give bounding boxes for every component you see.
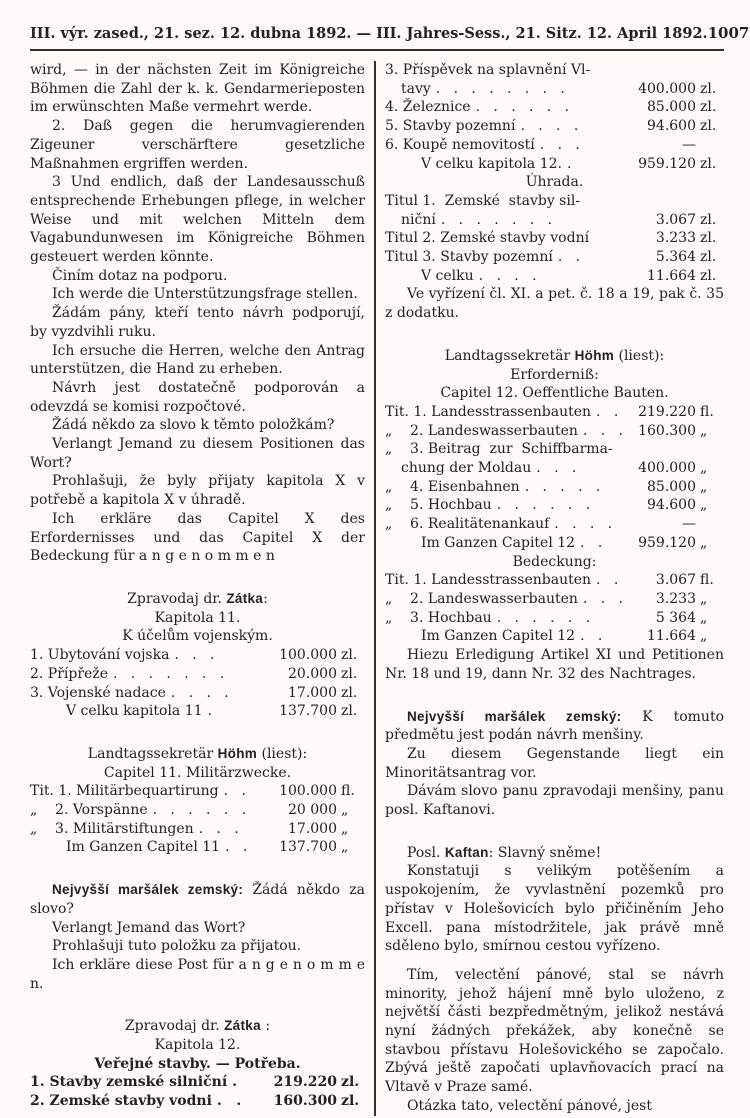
ledger-row: „ 5. Hochbau . . . . . . 94.600 „: [385, 497, 708, 514]
paragraph-verlangt-positionen: Verlangt Jemand zu diesem Positionen das Wort?: [30, 436, 365, 471]
right-column: [374, 61, 724, 1116]
speaker-suffix: (liest):: [614, 347, 665, 364]
ledger-row: Tit. 1. Militärbequartirung . . 100.000 fl.: [30, 783, 355, 800]
paragraph-prohlasuji-kapitola: Prohlašuji, že byly přijaty kapitola X v potřebě a kapitola X v úhradě.: [30, 473, 365, 509]
section-title-erfordernis: Erforderniß:: [510, 366, 599, 383]
page-header: [30, 0, 750, 51]
speaker-suffix: :: [260, 1018, 271, 1035]
ledger-row: 5. Stavby pozemní . . . . 94.600 zl.: [385, 118, 717, 135]
ledger-total-row: Im Ganzen Capitel 12 . . 959.120 „: [421, 534, 708, 551]
paragraph-hiezu: Hiezu Erledigung Artikel XI und Petitionen Nr. 18 und 19, dann Nr. 32 des Nachtrages.: [385, 647, 724, 682]
ledger-row: 1. Stavby zemské silniční . 219.220 zl.: [30, 1074, 360, 1091]
ledger-row: 3. Vojenské nadace . . . . 17.000 zl.: [30, 684, 358, 701]
speaker-name: Höhm: [574, 347, 615, 363]
ledger-kapitola-12-continuation: [385, 61, 724, 173]
ledger-kapitola-12: [30, 1073, 365, 1110]
paragraph-zada-slovo: Žádá někdo za slovo k těmto položkám?: [52, 417, 335, 434]
paragraph-zadam: Žádám pány, kteří tento návrh podporují, by vyzdvihli ruku.: [30, 305, 365, 340]
speaker-prefix: Landtagssekretär: [87, 745, 218, 762]
speaker-prefix: Posl.: [407, 844, 445, 861]
speaker-prefix: Landtagssekretär: [444, 347, 575, 364]
section-title-bedeckung: Bedeckung:: [512, 553, 597, 570]
speaker-line-zatka-1: [30, 590, 365, 609]
speaker-suffix: : Slavný sněme!: [488, 844, 602, 861]
paragraph-davam: Dávám slovo panu zpravodaji menšiny, panu posl. Kaftanovi.: [385, 783, 724, 819]
ledger-row: „ 3. Militärstiftungen . . . 17.000 „: [30, 820, 349, 837]
section-title-uhrada: Úhrada.: [525, 174, 584, 191]
ledger-capitel-11: [30, 782, 365, 857]
paragraph-erklaere-capitel-x: Ich erkläre das Capitel X des Erfordernisses und das Capitel X der Bedeckung für a n g e n o m m e n: [30, 510, 365, 565]
ledger-row: 2. Přípřeže . . . . . . . 20.000 zl.: [30, 665, 358, 682]
speaker-suffix: (liest):: [257, 745, 308, 762]
paragraph-wird: wird, — in der nächsten Zeit im Königreiche Böhmen die Zahl der k. k. Gendarmerieposten im erwünschten Maße vermehrt werde.: [30, 62, 365, 116]
section-subtitle-kapitola-12: Veřejné stavby. — Potřeba.: [94, 1055, 301, 1072]
ledger-row: Titul 1. Zemské stavby sil-: [385, 192, 581, 209]
ledger-row: tavy . . . . . . . . 400.000 zl.: [401, 80, 717, 97]
section-subtitle-kapitola-11: K účelům vojenským.: [122, 628, 273, 645]
ledger-row: „ 3. Beitrag zur Schiffbarma-: [385, 441, 613, 458]
ledger-bedeckung: [385, 571, 724, 646]
paragraph-navrh: Návrh jest dostatečně podporován a odevzdá se komisi rozpočtové.: [30, 379, 365, 415]
ledger-row: Titul 2. Zemské stavby vodní 3.233 zl.: [385, 230, 717, 247]
ledger-row: 1. Ubytování vojska . . . 100.000 zl.: [30, 647, 358, 664]
speaker-line-zatka-2: [30, 1017, 365, 1036]
ledger-uhrada: [385, 192, 724, 286]
paragraph-verlangt-wort: Verlangt Jemand das Wort?: [52, 919, 246, 936]
section-title-kapitola-11: Kapitola 11.: [154, 609, 241, 626]
ledger-total-row: V celku kapitola 11 . 137.700 zl.: [66, 703, 358, 720]
paragraph-prohlasuji-polozku: Prohlašuji tuto položku za přijatou.: [52, 938, 302, 955]
paragraph-cinim: Činím dotaz na podporu.: [52, 267, 228, 284]
paragraph-kaftan: [385, 844, 724, 863]
speaker-suffix: :: [263, 590, 268, 607]
ledger-row: „ 2. Landeswasserbauten . . . 160.300 „: [385, 422, 708, 439]
paragraph-marsalek-1: Nejvyšší maršálek zemský: Žádá někdo za slovo?: [30, 882, 365, 917]
paragraph-ersuche: Ich ersuche die Herren, welche den Antrag unterstützen, die Hand zu erheben.: [30, 342, 365, 378]
paragraph-endlich: 3 Und endlich, daß der Landesausschuß entsprechende Erhebungen pflege, in welcher Weise und mit welchen Mitteln dem Vagabundunwesen im Königreiche Böhmen gesteuert werden könnte.: [30, 174, 365, 266]
speaker-name: Nejvyšší maršálek zemský:: [52, 882, 244, 898]
ledger-total-row: Im Ganzen Capitel 11 . . 137.700 „: [66, 839, 349, 856]
speaker-prefix: Zpravodaj dr.: [124, 1018, 225, 1035]
ledger-total-row: V celku kapitola 12. . 959.120 zl.: [421, 155, 717, 172]
ledger-erfordernis: [385, 403, 724, 553]
ledger-row: „ 4. Eisenbahnen . . . . . 85.000 „: [385, 478, 708, 495]
ledger-row: 2. Zemské stavby vodni . . 160.300 zl.: [30, 1093, 360, 1110]
speaker-name: Kaftan: [444, 844, 489, 860]
paragraph-zigeuner: 2. Daß gegen die herumvagierenden Zigeuner verschärftere gesetzliche Maßnahmen ergriffen werden.: [30, 118, 365, 172]
speaker-name: Zátka: [226, 590, 264, 606]
section-title-capitel-11: Capitel 11. Militärzwecke.: [103, 764, 292, 781]
ledger-row: Tit. 1. Landesstrassenbauten . . 3.067 fl.: [385, 572, 714, 589]
ledger-row: 4. Železnice . . . . . . 85.000 zl.: [385, 99, 717, 116]
ledger-row: „ 2. Vorspänne . . . . . . 20 000 „: [30, 802, 349, 819]
ledger-total-row: V celku . . . . 11.664 zl.: [421, 267, 717, 284]
ledger-row: 6. Koupě nemovitostí . . . —: [385, 136, 696, 153]
ledger-row: „ 3. Hochbau . . . . . . 5 364 „: [385, 609, 708, 626]
speaker-name: Nejvyšší maršálek zemský:: [407, 708, 622, 724]
ledger-total-row: Im Ganzen Capitel 12 . . 11.664 „: [421, 628, 708, 645]
ledger-kapitola-11: [30, 646, 365, 721]
paragraph-erklaere-post: Ich erkläre diese Post für a n g e n o m m e n.: [30, 956, 365, 992]
ledger-row: „ 2. Landeswasserbauten . . . 3.233 „: [385, 590, 708, 607]
section-title-capitel-12: Capitel 12. Oeffentliche Bauten.: [440, 385, 669, 402]
speaker-name: Zátka: [224, 1018, 261, 1034]
left-column: [30, 61, 374, 1116]
paragraph-marsalek-2: Nejvyšší maršálek zemský: K tomuto předmětu jest podán návrh menšiny.: [385, 708, 725, 744]
paragraph-zu-diesem: Zu diesem Gegenstande liegt ein Minoritätsantrag vor.: [385, 745, 724, 781]
ledger-row: chung der Moldau . . . 400.000 „: [401, 460, 708, 477]
page-number: 1007: [707, 24, 750, 42]
speaker-name: Höhm: [217, 745, 258, 761]
page-body: [30, 61, 724, 1116]
paragraph-tim: Tím, velectění pánové, stal se návrh minority, jehož hájení mně bylo uloženo, z největší části bezpředmětným, jelikož nestává nyní žádných překážek, aby konečně se stavbou přístavu Holešovického se započalo. Zbývá ještě započati uplavňovacích prací na Vltavě v Praze samé.: [385, 966, 724, 1096]
speaker-prefix: Zpravodaj dr.: [127, 590, 227, 607]
paragraph-unterstuetzung: Ich werde die Unterstützungsfrage stellen.: [52, 286, 358, 303]
ledger-row: „ 6. Realitätenankauf . . . . —: [385, 516, 696, 533]
ledger-row: niční . . . . . . . 3.067 zl.: [401, 211, 717, 228]
section-title-kapitola-12: Kapitola 12.: [154, 1037, 241, 1054]
speaker-line-hoehm-1: [30, 745, 365, 764]
speaker-line-hoehm-2: [385, 347, 724, 366]
ledger-row: Titul 3. Stavby pozemní . . 5.364 zl.: [385, 249, 717, 266]
session-info: III. výr. zased., 21. sez. 12. dubna 1892. — III. Jahres-Sess., 21. Sitz. 12. April 1892.: [30, 25, 708, 42]
ledger-row: 3. Příspěvek na splavnění Vl-: [385, 62, 591, 78]
paragraph-vyrizeni: Ve vyřízení čl. XI. a pet. č. 18 a 19, pak č. 35 z dodatku.: [385, 286, 724, 322]
ledger-row: Tit. 1. Landesstrassenbauten . . 219.220 fl.: [385, 403, 714, 420]
paragraph-konstatuji: Konstatuji s velikým potěšením a uspokojením, že vyvlastnění pozemků pro přístav v Holešovicích bylo přičiněním Jeho Excell. pana místodržitele, jak právě mně sděleno bylo, smírnou cestou vyřízeno.: [385, 863, 724, 955]
paragraph-otazka: Otázka tato, velectění pánové, jest: [407, 1097, 652, 1114]
